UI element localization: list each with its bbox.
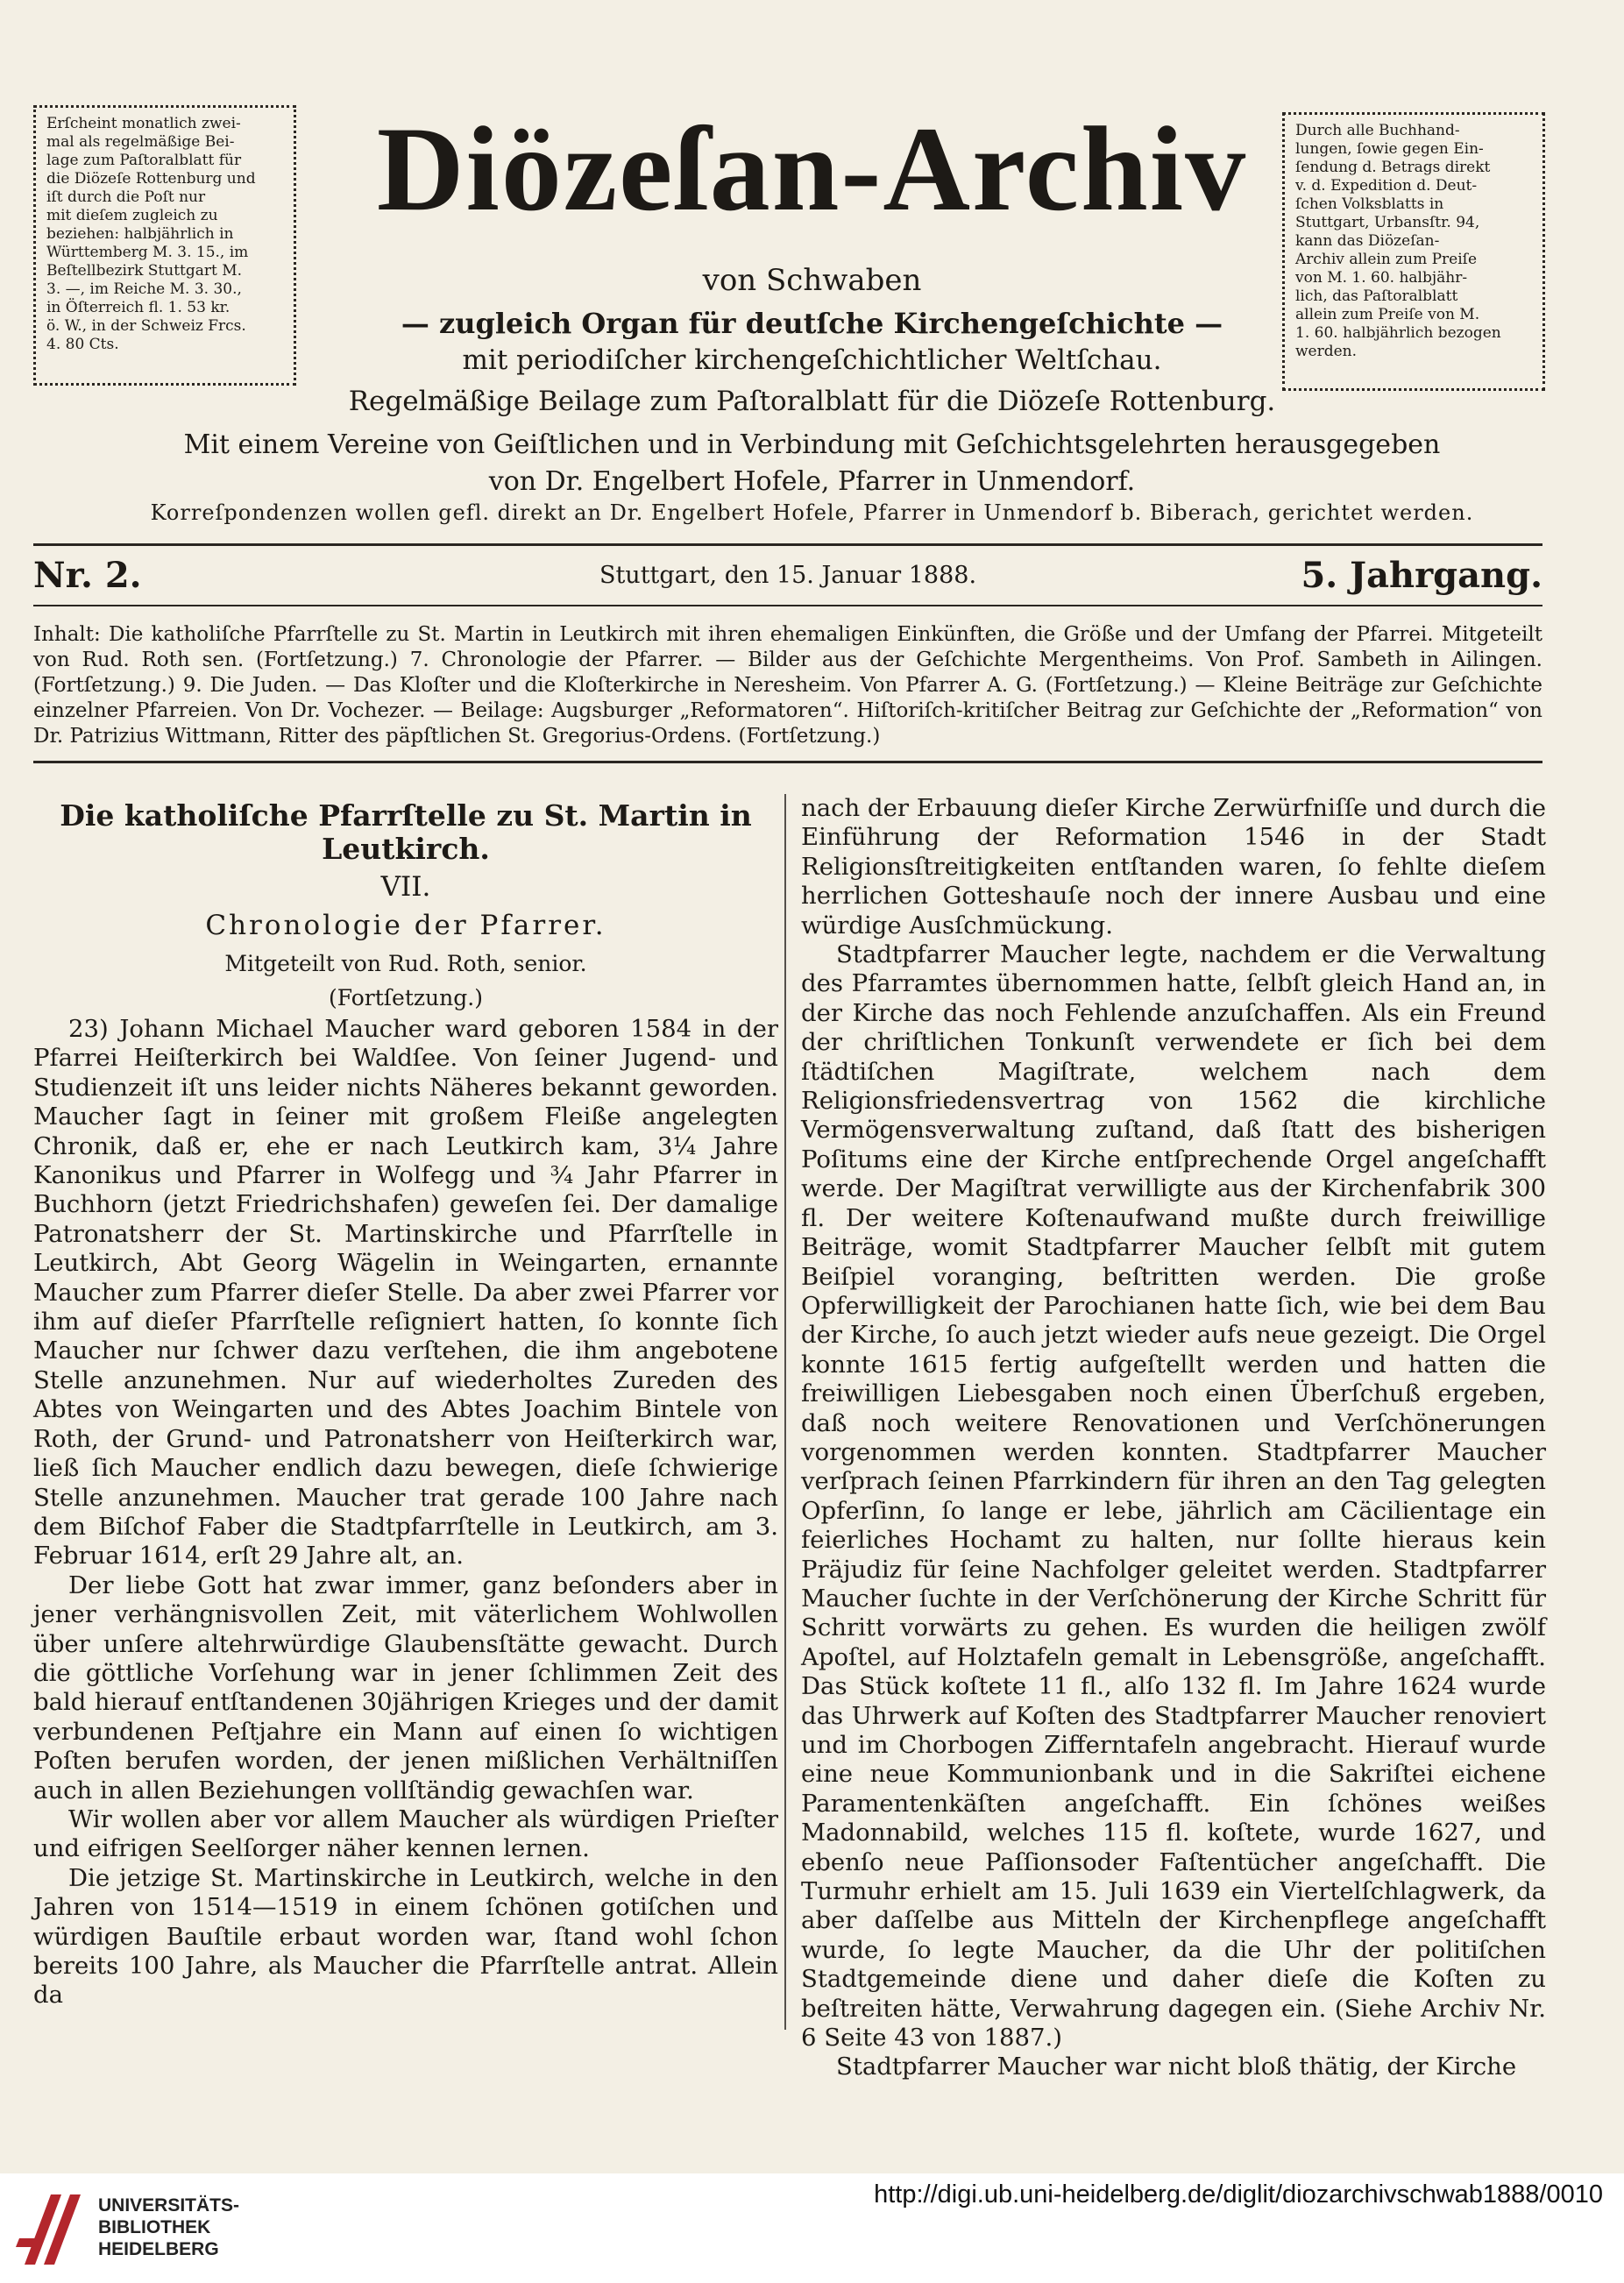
editors-line-1: Mit einem Vereine von Geiſtlichen und in Verbindung mit Geſchichtsgelehrten herausgegeben: [183, 429, 1441, 460]
toc-rule: [33, 761, 1542, 763]
article-subtitle: Chronologie der Pfarrer.: [205, 910, 606, 941]
editors-line-2: von Dr. Engelbert Hofele, Pfarrer in Unmendorf.: [488, 466, 1136, 497]
issue-row: [33, 555, 1542, 599]
correspondence-note: Korreſpondenzen wollen gefl. direkt an Dr. Engelbert Hofele, Pfarrer in Unmendorf b. Biberach, gerichtet werden.: [150, 500, 1474, 525]
paragraph: Der liebe Gott hat zwar immer, ganz beſonders aber in jener verhängnisvollen Zeit, mit väterlichem Wohlwollen über unſere altehrwürdige Glaubensſtätte gewacht. Durch die göttliche Vorſehung war in jener ſchlimmen Zeit des bald hierauf entſtandenen 30jährigen Krieges und der damit verbundenen Peſtjahre ein Mann auf einen ſo wichtigen Poſten berufen worden, der jenen mißlichen Verhältniſſen auch in allen Beziehungen vollſtändig gewachſen war.: [33, 1570, 778, 1804]
paragraph: 23) Johann Michael Maucher ward geboren 1584 in der Pfarrei Heiſterkirch bei Waldſee. Von ſeiner Jugend- und Studienzeit iſt uns leider nichts Näheres bekannt geworden. Maucher ſagt in ſeiner mit großem Fleiße angelegten Chronik, daß er, ehe er nach Leutkirch kam, 3¼ Jahre Kanonikus und Pfarrer in Wolfegg und ¾ Jahr Pfarrer in Buchhorn (jetzt Friedrichshafen) geweſen ſei. Der damalige Patronatsherr der St. Martinskirche und Pfarrſtelle in Leutkirch, Abt Georg Wägelin in Weingarten, ernannte Maucher zum Pfarrer dieſer Stelle. Da aber zwei Pfarrer vor ihm auf dieſer Pfarrſtelle reſigniert hatten, ſo konnte ſich Maucher nur ſchwer dazu verſtehen, die ihm angebotene Stelle anzunehmen. Nur auf wiederholtes Zureden des Abtes von Weingarten und des Abtes Joachim Bintele von Roth, der Grund- und Patronatsherr von Heiſterkirch war, ließ ſich Maucher endlich dazu bewegen, dieſe ſchwierige Stelle anzunehmen. Maucher trat gerade 100 Jahre nach dem Biſchof Faber die Stadtpfarrſtelle in Leutkirch, am 3. Februar 1614, erſt 29 Jahre alt, an.: [33, 1015, 778, 1570]
article-right-column: [801, 794, 1546, 2082]
source-url-link[interactable]: http://digi.ub.uni-heidelberg.de/diglit/diozarchivschwab1888/0010: [874, 2180, 1603, 2209]
article-title: Die katholiſche Pfarrſtelle zu St. Martin in Leutkirch.: [60, 798, 752, 866]
header-rule-top: [33, 543, 1542, 546]
article-section-number: VII.: [380, 871, 431, 903]
table-of-contents: Inhalt: Die katholiſche Pfarrſtelle zu St. Martin in Leutkirch mit ihren ehemaligen Einkünften, die Größe und der Umfang der Pfarrei. Mitgeteilt von Rud. Roth sen. (Fortſetzung.) 7. Chronologie der Pfarrer. — Bilder aus der Geſchichte Mergentheims. Von Prof. Sambeth in Ailingen. (Fortſetzung.) 9. Die Juden. — Das Kloſter und die Kloſterkirche in Neresheim. Von Pfarrer A. G. (Fortſetzung.) — Kleine Beiträge zur Geſchichte einzelner Pfarreien. Von Dr. Vochezer. — Beilage: Augsburger „Reformatoren“. Hiſtoriſch-kritiſcher Beitrag zur Geſchichte der „Reformation“ von Dr. Patrizius Wittmann, Ritter des päpſtlichen St. Gregorius-Ordens. (Fortſetzung.): [33, 623, 1542, 748]
masthead-tagline: — zugleich Organ für deutſche Kirchengeſchichte —: [401, 307, 1223, 340]
footer-bar: [0, 2173, 1624, 2283]
article-left-column: [33, 794, 778, 2010]
library-logo-icon: [16, 2186, 88, 2273]
paragraph: nach der Erbauung dieſer Kirche Zerwürfniſſe und durch die Einführung der Reformation 1546 in der Stadt Religionsſtreitigkeiten entſtanden waren, ſo fehlte dieſem herrlichen Gotteshauſe noch der innere Ausbau und eine würdige Ausſchmückung.: [801, 794, 1546, 939]
paragraph: Stadtpfarrer Maucher legte, nachdem er die Verwaltung des Pfarramtes übernommen hatte, ſelbſt gleich Hand an, in der Kirche das noch Fehlende anzuſchaffen. Als ein Freund der chriſtlichen Tonkunſt verwendete er ſich bei dem ſtädtiſchen Magiſtrate, welchem nach dem Religionsfriedensvertrag von 1562 die kirchliche Vermögensverwaltung zuſtand, daß ſtatt des bisherigen Poſitums eine der Kirche entſprechende Orgel angeſchafft werde. Der Magiſtrat verwilligte aus der Kirchenfabrik 300 fl. Der weitere Koſtenaufwand mußte durch freiwillige Beiträge, womit Stadtpfarrer Maucher ſelbſt mit gutem Beiſpiel voranging, beſtritten werden. Die große Opferwilligkeit der Parochianen hatte ſich, wie bei dem Bau der Kirche, ſo auch jetzt wieder aufs neue gezeigt. Die Orgel konnte 1615 fertig aufgeſtellt werden und hatten die freiwilligen Liebesgaben noch einen Überſchuß ergeben, daß noch weitere Renovationen und Verſchönerungen vorgenommen werden konnten. Stadtpfarrer Maucher verſprach ſeinen Pfarrkindern für ihren an den Tag gelegten Opferſinn, ſo lange er lebe, jährlich am Cäcilientage ein feierliches Hochamt zu halten, nur ſollte hieraus kein Präjudiz für ſeine Nachfolger geleitet werden. Stadtpfarrer Maucher ſuchte in der Verſchönerung der Kirche Schritt für Schritt vorwärts zu gehen. Es wurden die heiligen zwölf Apoſtel, auf Holztafeln gemalt in Lebensgröße, angeſchafft. Das Stück koſtete 11 fl., alſo 132 fl. Im Jahre 1624 wurde das Uhrwerk auf Koſten des Stadtpfarrer Maucher renoviert und im Chorbogen Zifferntafeln angebracht. Hierauf wurde eine neue Kommunionbank und in die Sakriſtei eichene Paramentenkäſten angeſchafft. Ein ſchönes weißes Madonnabild, welches 115 fl. koſtete, wurde 1627, und ebenſo neue Paſſionsoder Faſtentücher angeſchafft. Die Turmuhr erhielt am 15. Juli 1639 ein Viertelſchlagwerk, da aber daſſelbe aus Mitteln der Kirchenpflege angeſchafft wurde, ſo legte Maucher, da die Uhr der politiſchen Stadtgemeinde diene und daher dieſe die Koſten zu beſtreiten hätte, Verwahrung dagegen ein. (Siehe Archiv Nr. 6 Seite 43 von 1887.): [801, 940, 1546, 2053]
supplement-note: Regelmäßige Beilage zum Paſtoralblatt für die Diözeſe Rottenburg.: [348, 386, 1276, 417]
ordering-info-box: Durch alle Buchhand- lungen, ſowie gegen Ein- ſendung d. Betrags direkt v. d. Expedition d. Deut- ſchen Volksblatts in Stuttgart, Urbansſtr. 94, kann das Diözeſan- Archiv allein zum Preiſe von M. 1. 60. halbjähr- lich, das Paſtoralblatt allein zum Preiſe von M. 1. 60. halbjährlich bezogen werden.: [1282, 112, 1545, 391]
header-rule-bottom: [33, 605, 1542, 606]
masthead-tagline-2: mit periodiſcher kirchengeſchichtlicher Weltſchau.: [462, 344, 1162, 376]
masthead-subtitle: von Schwaben: [702, 263, 922, 298]
paragraph: Wir wollen aber vor allem Maucher als würdigen Prieſter und eifrigen Seelſorger näher kennen lernen.: [33, 1804, 778, 1863]
paragraph: Stadtpfarrer Maucher war nicht bloß thätig, der Kirche: [836, 2053, 1517, 2081]
masthead-title: Diözeſan-Archiv: [376, 102, 1248, 236]
subscription-info-box: Erſcheint monatlich zwei- mal als regelmäßige Bei- lage zum Paſtoralblatt für die Diözeſe Rottenburg und iſt durch die Poſt nur mit dieſem zugleich zu beziehen: halbjährlich in Württemberg M. 3. 15., im Beſtellbezirk Stuttgart M. 3. —, im Reiche M. 3. 30., in Öſterreich fl. 1. 53 kr. ö. W., in der Schweiz Frcs. 4. 80 Cts.: [33, 105, 296, 386]
library-name: UNIVERSITÄTS- BIBLIOTHEK HEIDELBERG: [98, 2195, 240, 2259]
issue-date: Stuttgart, den 15. Januar 1888.: [599, 562, 977, 589]
issue-volume: 5. Jahrgang.: [1301, 555, 1542, 596]
article-continuation-note: (Fortſetzung.): [329, 985, 483, 1010]
paragraph: Die jetzige St. Martinskirche in Leutkirch, welche in den Jahren von 1514—1519 in einem ſchönen gotiſchen und würdigen Bauſtile erbaut worden war, ſtand wohl ſchon bereits 100 Jahre, als Maucher die Pfarrſtelle antrat. Allein da: [33, 1863, 778, 2010]
column-divider: [784, 794, 786, 2030]
article-author: Mitgeteilt von Rud. Roth, senior.: [224, 951, 587, 976]
issue-number: Nr. 2.: [33, 555, 142, 596]
